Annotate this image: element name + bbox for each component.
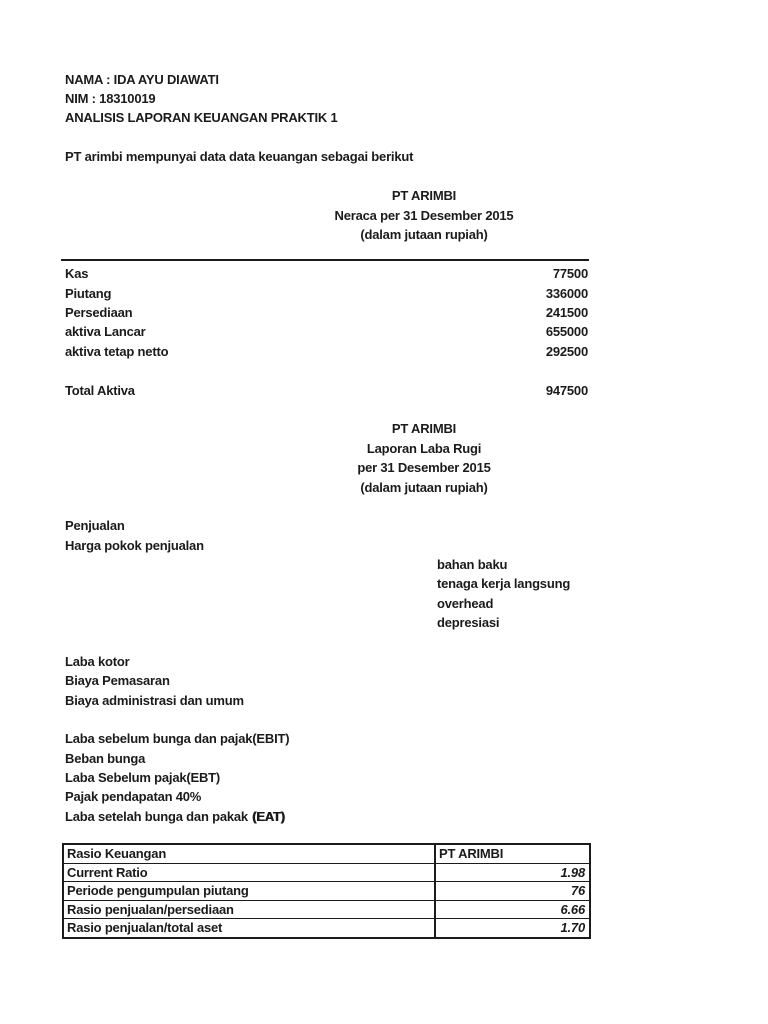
ratio-header-company: PT ARIMBI (435, 844, 590, 863)
ratio-label: Current Ratio (63, 863, 435, 882)
eat-suffix: (EAT) (251, 809, 285, 824)
income-line-pajak: Pajak pendapatan 40% (65, 789, 202, 804)
income-line-laba-kotor: Laba kotor (65, 654, 130, 669)
total-label: Total Aktiva (65, 383, 135, 398)
ratio-value: 6.66 (435, 900, 590, 919)
ratio-table-row (63, 919, 590, 938)
income-statement-period: per 31 Desember 2015 (357, 460, 491, 475)
account-label: Persediaan (65, 305, 133, 320)
ratio-label: Rasio penjualan/persediaan (63, 900, 435, 919)
balance-sheet-title: Neraca per 31 Desember 2015 (334, 207, 514, 223)
balance-sheet-row (65, 264, 588, 283)
balance-sheet-row (65, 342, 588, 361)
balance-sheet-top-rule (61, 259, 589, 261)
balance-sheet-total-row (65, 381, 588, 400)
income-line-beban-bunga: Beban bunga (65, 751, 146, 766)
ratio-value: 76 (435, 882, 590, 901)
income-line-biaya-pemasaran: Biaya Pemasaran (65, 673, 170, 688)
balance-sheet-row (65, 322, 588, 341)
account-value: 655000 (545, 324, 588, 339)
student-name-line: NAMA : IDA AYU DIAWATI (65, 72, 219, 87)
cogs-item-overhead: overhead (437, 596, 494, 611)
ratio-value: 1.98 (435, 863, 590, 882)
income-line-hpp: Harga pokok penjualan (65, 538, 204, 553)
balance-sheet-heading (259, 186, 589, 245)
account-label: aktiva tetap netto (65, 344, 169, 359)
income-statement-title: Laporan Laba Rugi (366, 440, 482, 456)
student-nim-line: NIM : 18310019 (65, 91, 156, 106)
ratio-value: 1.70 (435, 919, 590, 938)
income-line-biaya-administrasi: Biaya administrasi dan umum (65, 693, 244, 708)
cogs-item-depresiasi: depresiasi (437, 615, 500, 630)
account-value: 292500 (545, 344, 588, 359)
income-statement-heading (259, 419, 589, 497)
balance-sheet-unit-note: (dalam jutaan rupiah) (360, 227, 488, 242)
ratio-header-metric: Rasio Keuangan (63, 844, 435, 863)
balance-sheet-row (65, 303, 588, 322)
balance-sheet-company: PT ARIMBI (391, 188, 457, 203)
ratio-label: Periode pengumpulan piutang (63, 882, 435, 901)
account-label: Piutang (65, 286, 112, 301)
income-statement-company: PT ARIMBI (391, 421, 457, 436)
ratio-table-row (63, 900, 590, 919)
balance-sheet-row (65, 284, 588, 303)
ratio-label: Rasio penjualan/total aset (63, 919, 435, 938)
account-value: 77500 (552, 266, 588, 281)
ratio-table-row (63, 882, 590, 901)
account-value: 336000 (545, 286, 588, 301)
account-label: aktiva Lancar (65, 324, 146, 339)
assignment-title-line: ANALISIS LAPORAN KEUANGAN PRAKTIK 1 (65, 110, 338, 125)
income-line-ebit: Laba sebelum bunga dan pajak(EBIT) (65, 731, 290, 746)
income-line-eat (65, 807, 285, 826)
account-label: Kas (65, 266, 89, 281)
eat-label: Laba setelah bunga dan pakak (65, 809, 248, 824)
ratio-table-header-row (63, 844, 590, 863)
ratio-table-row (63, 863, 590, 882)
income-line-ebt: Laba Sebelum pajak(EBT) (65, 770, 221, 785)
income-line-penjualan: Penjualan (65, 518, 125, 533)
account-value: 241500 (545, 305, 588, 320)
cogs-item-bahan-baku: bahan baku (437, 557, 508, 572)
ratio-table (62, 843, 591, 939)
cogs-item-tenaga-kerja: tenaga kerja langsung (437, 576, 571, 591)
intro-line: PT arimbi mempunyai data data keuangan sebagai berikut (65, 149, 414, 164)
income-statement-unit-note: (dalam jutaan rupiah) (360, 479, 488, 495)
total-value: 947500 (545, 383, 588, 398)
